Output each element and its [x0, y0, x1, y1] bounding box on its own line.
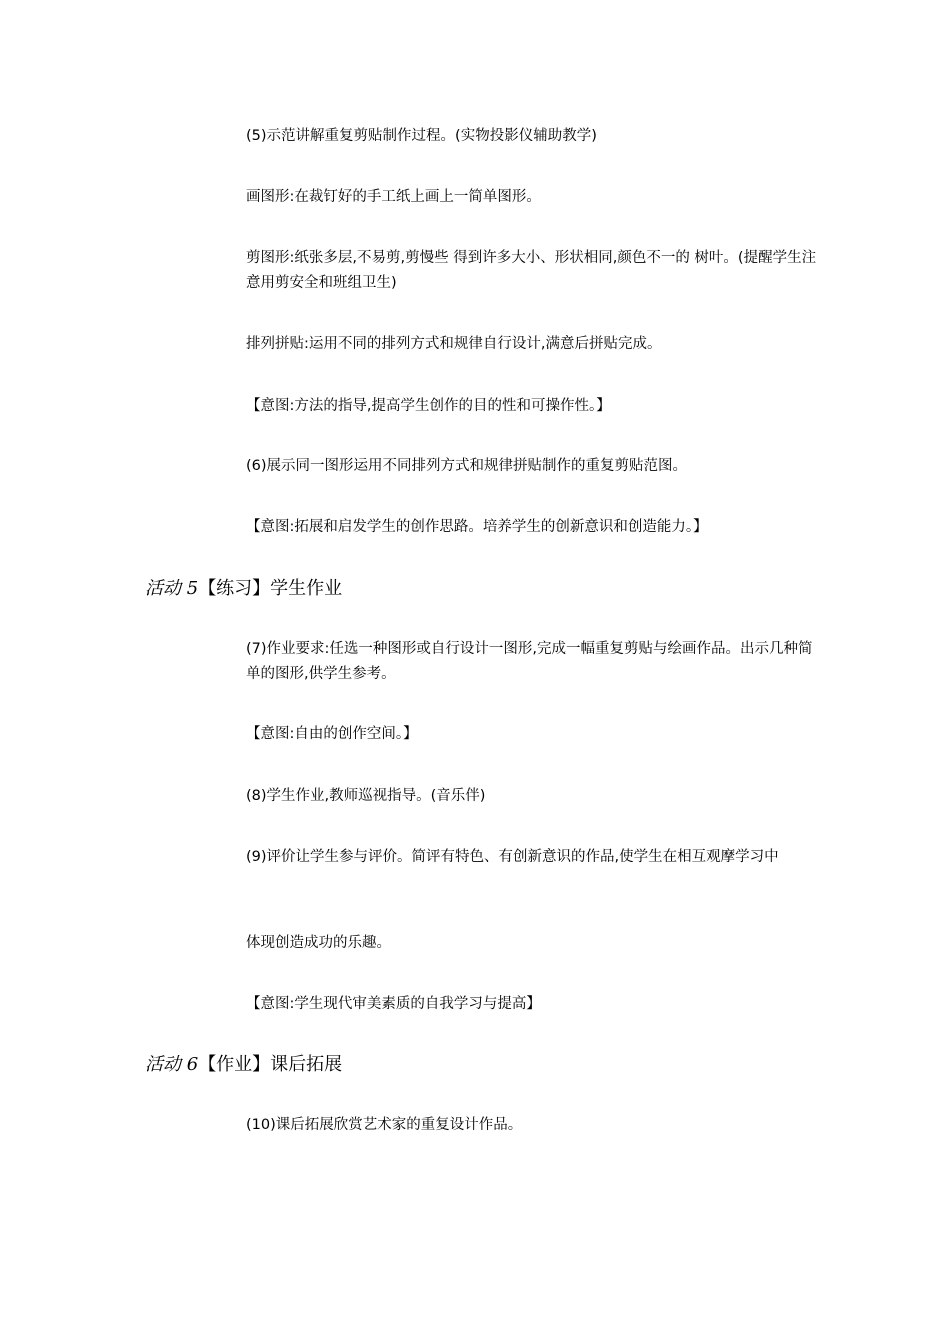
heading-activity-6-label: 活动 6	[145, 1054, 199, 1075]
heading-activity-5-label: 活动 5	[145, 578, 199, 599]
paragraph-intent-free-space: 【意图:自由的创作空间。】	[246, 726, 418, 742]
paragraph-cut-shape: 剪图形:纸张多层,不易剪,剪慢些 得到许多大小、形状相同,颜色不一的 树叶。(提醒学生注意用剪安全和班组卫生)	[246, 250, 817, 291]
heading-activity-6	[145, 1051, 342, 1079]
paragraph-arrange-paste: 排列拼贴:运用不同的排列方式和规律自行设计,满意后拼贴完成。	[246, 336, 662, 352]
heading-activity-6-title: 【作业】课后拓展	[198, 1054, 343, 1075]
paragraph-student-work: (8)学生作业,教师巡视指导。(音乐伴)	[246, 788, 486, 804]
heading-activity-5-title: 【练习】学生作业	[198, 578, 343, 599]
paragraph-intent-aesthetic: 【意图:学生现代审美素质的自我学习与提高】	[246, 996, 541, 1012]
paragraph-joy-of-creation: 体现创造成功的乐趣。	[246, 935, 391, 951]
paragraph-after-class: (10)课后拓展欣赏艺术家的重复设计作品。	[246, 1117, 523, 1133]
paragraph-intent-method: 【意图:方法的指导,提高学生创作的目的性和可操作性。】	[246, 398, 611, 414]
heading-activity-5	[145, 575, 342, 603]
paragraph-demo-process: (5)示范讲解重复剪贴制作过程。(实物投影仪辅助教学)	[246, 128, 597, 144]
paragraph-intent-creativity: 【意图:拓展和启发学生的创作思路。培养学生的创新意识和创造能力。】	[246, 519, 708, 535]
paragraph-homework-requirement: (7)作业要求:任选一种图形或自行设计一图形,完成一幅重复剪贴与绘画作品。出示几种简单的图形,供学生参考。	[246, 641, 813, 682]
paragraph-evaluation: (9)评价让学生参与评价。简评有特色、有创新意识的作品,使学生在相互观摩学习中	[246, 849, 779, 865]
paragraph-draw-shape: 画图形:在裁钉好的手工纸上画上一简单图形。	[246, 189, 541, 205]
paragraph-show-examples: (6)展示同一图形运用不同排列方式和规律拼贴制作的重复剪贴范图。	[246, 458, 688, 474]
